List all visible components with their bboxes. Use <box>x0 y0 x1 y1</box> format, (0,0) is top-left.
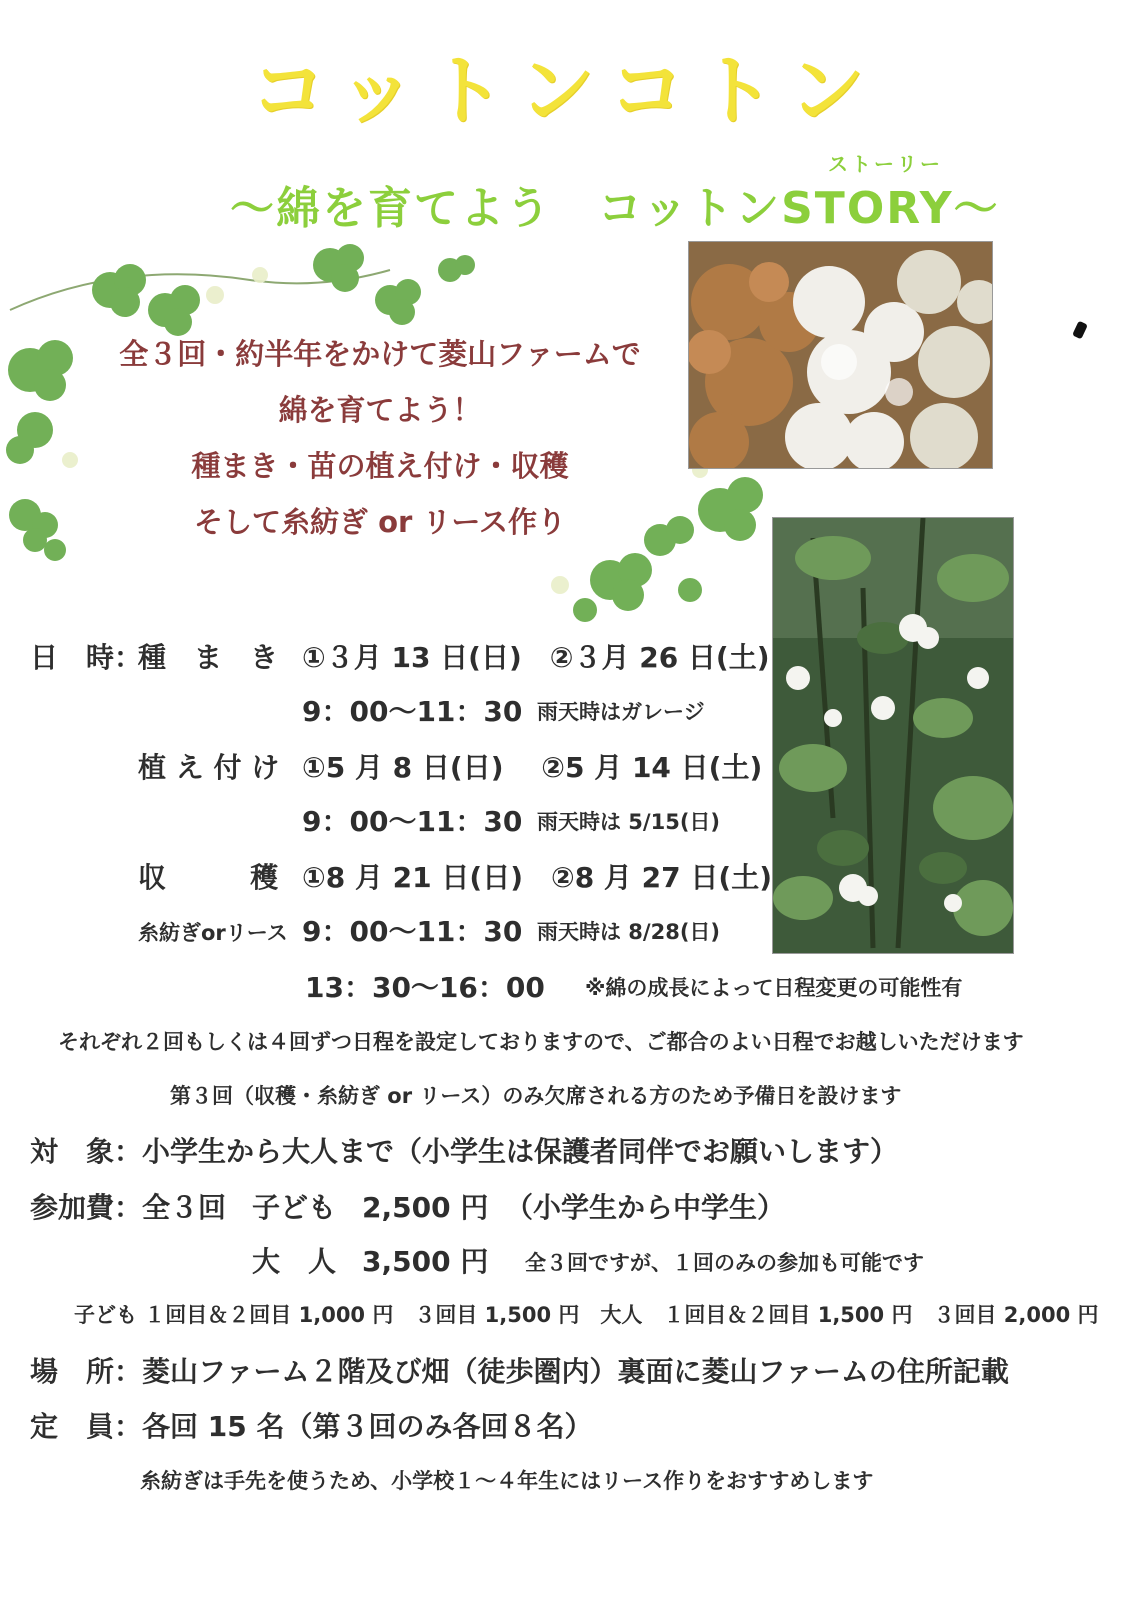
schedule-row-sowing-time: 9：00～11：30 <box>302 695 523 728</box>
intro-line-3: 種まき・苗の植え付け・収穫 <box>191 449 569 483</box>
intro-block <box>60 326 700 550</box>
subtitle-ruby: ストーリー <box>828 152 943 176</box>
fee-child-note: （小学生から中学生） <box>505 1191 786 1224</box>
ink-mark <box>1072 321 1088 340</box>
schedule-row-planting-note: 雨天時は 5/15(日) <box>537 810 721 834</box>
fee-child-price: 2,500 円 <box>362 1191 489 1224</box>
page-subtitle: ～綿を育てよう コットンSTORY～ <box>230 183 1000 234</box>
fee-adult-note: 全３回ですが、１回のみの参加も可能です <box>525 1251 924 1275</box>
place: 場 所：菱山ファーム２階及び畑（徒歩圏内）裏面に菱山ファームの住所記載 <box>30 1355 1009 1388</box>
schedule-row-harvest-dates: ①8 月 21 日(日) ②8 月 27 日(土) <box>302 861 772 894</box>
schedule-row-sowing-dates: ①３月 13 日(日) ②３月 26 日(土) <box>302 641 770 674</box>
fee-label: 参加費：全３回 <box>30 1191 227 1224</box>
schedule-row-planting-name: 植 え 付 け <box>138 751 280 784</box>
schedule-row-harvest-name: 収 穫 <box>138 861 279 894</box>
schedule-extra-time: 13：30～16：00 <box>305 971 545 1004</box>
schedule-spinning-label: 糸紡ぎorリース <box>138 921 288 945</box>
footer-note: 糸紡ぎは手先を使うため、小学校１～４年生にはリース作りをおすすめします <box>140 1469 874 1493</box>
schedule-note-2: 第３回（収穫・糸紡ぎ or リース）のみ欠席される方のため予備日を設けます <box>170 1084 902 1108</box>
cotton-basket-photo <box>688 241 993 469</box>
fee-child-label: 子ども <box>252 1191 337 1224</box>
page-title: コットンコトン <box>250 46 879 135</box>
capacity: 定 員：各回 15 名（第３回のみ各回８名） <box>30 1410 593 1443</box>
schedule-growth-note: ※綿の成長によって日程変更の可能性有 <box>585 976 963 1000</box>
fee-adult-price: 3,500 円 <box>362 1245 489 1278</box>
intro-line-4: そして糸紡ぎ or リース作り <box>194 505 566 539</box>
schedule-row-planting-dates: ①5 月 8 日(日) ②5 月 14 日(土) <box>302 751 763 784</box>
intro-line-2: 綿を育てよう！ <box>278 393 482 427</box>
schedule-label: 日 時： <box>30 641 143 674</box>
schedule-row-harvest-note: 雨天時は 8/28(日) <box>537 920 721 944</box>
fee-adult-label: 大 人 <box>252 1245 337 1278</box>
schedule-row-harvest-time: 9：00～11：30 <box>302 915 523 948</box>
schedule-row-sowing-name: 種 ま き <box>138 641 279 674</box>
schedule-row-planting-time: 9：00～11：30 <box>302 805 523 838</box>
intro-line-1: 全３回・約半年をかけて菱山ファームで <box>119 337 641 371</box>
target-audience: 対 象：小学生から大人まで（小学生は保護者同伴でお願いします） <box>30 1135 899 1168</box>
schedule-row-sowing-note: 雨天時はガレージ <box>537 700 705 724</box>
cotton-plant-photo <box>772 517 1014 954</box>
schedule-note-1: それぞれ２回もしくは４回ずつ日程を設定しておりますので、ご都合のよい日程でお越しいただけます <box>58 1030 1024 1054</box>
fee-breakdown: 子ども １回目＆２回目 1,000 円 ３回目 1,500 円 大人 １回目＆２回目 1,500 円 ３回目 2,000 円 <box>74 1303 1099 1327</box>
